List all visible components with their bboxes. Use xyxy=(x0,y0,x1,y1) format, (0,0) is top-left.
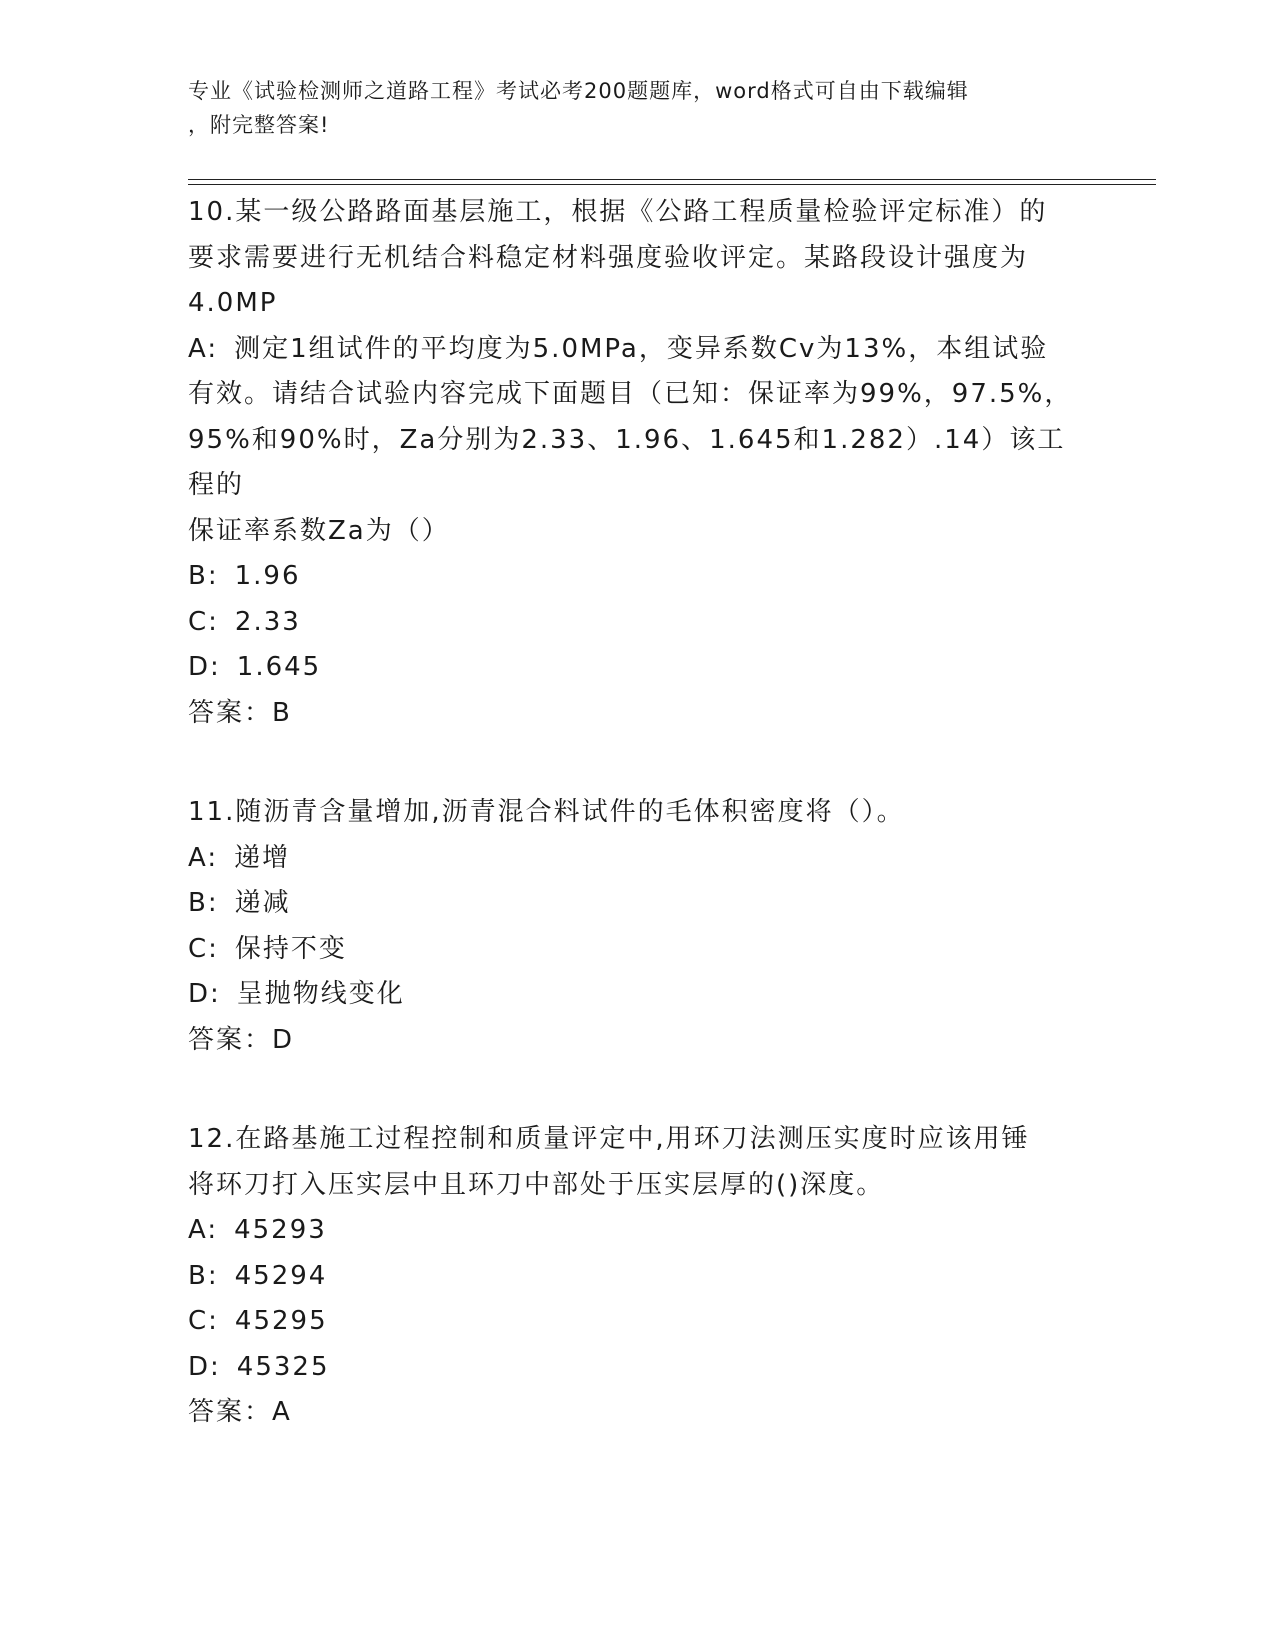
question-stem-line: 4.0MP xyxy=(188,288,278,318)
option-text: 保持不变 xyxy=(234,933,347,964)
option-text: 2.33 xyxy=(234,606,301,637)
answer-line: 答案：B xyxy=(188,697,292,728)
header-line-2: ，附完整答案! xyxy=(188,113,330,137)
document-header xyxy=(188,74,1088,142)
option-text: 1.645 xyxy=(236,652,322,682)
option-text: 保证率系数Za为（） xyxy=(188,515,450,546)
option-line xyxy=(188,1254,1088,1300)
option-label: A: xyxy=(188,1215,219,1245)
answer-line: 答案：D xyxy=(188,1024,295,1055)
option-line xyxy=(188,645,1088,691)
question-block xyxy=(188,190,1088,736)
option-label: C: xyxy=(188,933,219,964)
option-line xyxy=(188,554,1088,600)
question-list xyxy=(188,190,1088,1436)
option-label: A: xyxy=(188,333,219,364)
question-block xyxy=(188,1117,1088,1436)
option-label: D: xyxy=(188,652,221,682)
option-text: 1.96 xyxy=(234,561,301,591)
option-line xyxy=(188,418,1088,509)
question-stem-line: 12.在路基施工过程控制和质量评定中,用环刀法测压实度时应该用锤 xyxy=(188,1124,1030,1154)
option-label: C: xyxy=(188,606,219,637)
option-label: A: xyxy=(188,842,219,873)
question-block xyxy=(188,790,1088,1063)
option-text: 测定1组试件的平均度为5.0MPa，变异系数Cv为13%，本组试验 xyxy=(234,333,1049,364)
option-line xyxy=(188,1299,1088,1345)
answer-line: 答案：A xyxy=(188,1397,292,1427)
option-label: B: xyxy=(188,888,219,918)
option-text: 45325 xyxy=(236,1351,330,1382)
option-line xyxy=(188,509,1088,555)
option-line xyxy=(188,1345,1088,1391)
option-label: C: xyxy=(188,1306,219,1336)
option-label: B: xyxy=(188,561,219,591)
option-text: 有效。请结合试验内容完成下面题目（已知：保证率为99%，97.5%， xyxy=(188,379,1073,409)
header-rule-bottom xyxy=(188,184,1156,185)
option-line xyxy=(188,836,1088,882)
option-line xyxy=(188,927,1088,973)
option-label: D: xyxy=(188,1351,221,1382)
option-text: 45295 xyxy=(234,1306,328,1336)
option-line xyxy=(188,600,1088,646)
header-line-1: 专业《试验检测师之道路工程》考试必考200题题库，word格式可自由下载编辑 xyxy=(188,79,969,103)
option-text: 呈抛物线变化 xyxy=(236,979,405,1009)
option-label: B: xyxy=(188,1260,219,1291)
option-text: 45293 xyxy=(234,1215,327,1245)
option-line xyxy=(188,881,1088,927)
option-text: 95%和90%时，Za分别为2.33、1.96、1.645和1.282）.14）该工程的 xyxy=(188,424,1066,500)
option-label: D: xyxy=(188,979,221,1009)
option-line xyxy=(188,372,1088,418)
option-line xyxy=(188,972,1088,1018)
question-stem-line: 10.某一级公路路面基层施工，根据《公路工程质量检验评定标准）的 xyxy=(188,197,1048,227)
question-stem-line: 将环刀打入压实层中且环刀中部处于压实层厚的()深度。 xyxy=(188,1169,885,1200)
option-line xyxy=(188,327,1088,373)
header-rule-top xyxy=(188,179,1156,180)
option-text: 递增 xyxy=(234,842,291,873)
question-stem-line: 11.随沥青含量增加,沥青混合料试件的毛体积密度将（）。 xyxy=(188,797,905,827)
question-stem-line: 要求需要进行无机结合料稳定材料强度验收评定。某路段设计强度为 xyxy=(188,242,1029,273)
option-line xyxy=(188,1208,1088,1254)
option-text: 递减 xyxy=(234,888,291,918)
option-text: 45294 xyxy=(234,1260,328,1291)
